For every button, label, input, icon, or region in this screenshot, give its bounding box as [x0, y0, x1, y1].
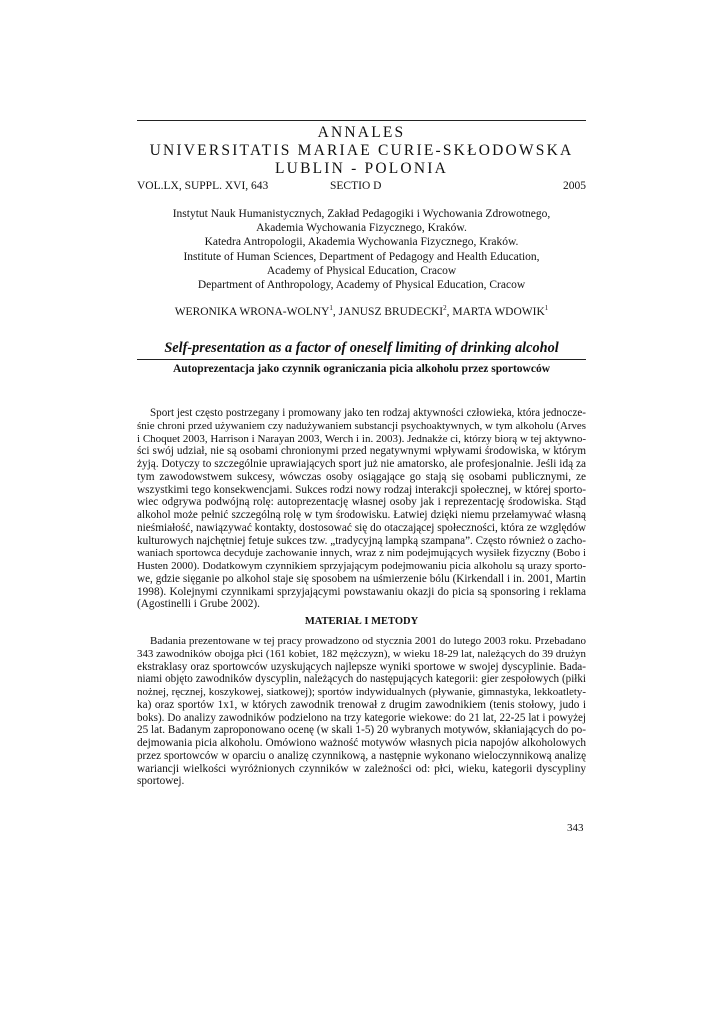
text-line: we, gdzie sięganie po alkohol staje się sposobem na uśmierzenie bólu (Kirkendall i in. 2001, Martin — [137, 572, 586, 585]
text-line: Badania prezentowane w tej pracy prowadzono od stycznia 2001 do lutego 2003 roku. Przebadano — [150, 635, 586, 647]
author-name: JANUSZ BRUDECKI — [338, 306, 444, 318]
section-heading-methods: MATERIAŁ I METODY — [304, 616, 419, 627]
affiliation-line: Institute of Human Sciences, Department of Pedagogy and Health Education, — [183, 250, 540, 263]
text-line: 343 zawodników obojga płci (161 kobiet, 182 mężczyzn), w wieku 18-29 lat, należących do 39 drużyn — [137, 647, 586, 660]
text-line: śnie chroni przed używaniem czy nadużywaniem substancji psychoaktywnych, w tym alkoholu (Arves — [137, 419, 586, 432]
text-line: 25 lat. Badanym zaproponowano ocenę (w skali 1-5) 20 wybranych motywów, skłaniających do po- — [137, 724, 586, 737]
affiliation-line: Katedra Antropologii, Akademia Wychowania Fizycznego, Kraków. — [204, 236, 519, 249]
author-name: MARTA WDOWIK — [452, 306, 545, 318]
text-line: przez sportowców w oparciu o analizę czynnikową, a następnie wykonano wieloczynnikową analizę — [137, 749, 586, 762]
text-line: ści swój udział, nie są osobami chronionymi przed negatywnymi wpływami środowiska, w którym — [137, 445, 586, 458]
text-line: Sport jest często postrzegany i promowany jako ten rodzaj aktywności człowieka, która jednocze- — [150, 407, 586, 419]
article-title-english: Self-presentation as a factor of oneself limiting of drinking alcohol — [164, 340, 559, 356]
author-affiliation-mark: 1 — [329, 304, 333, 312]
publication-year: 2005 — [563, 180, 586, 192]
text-line: nożnej, ręcznej, koszykowej, siatkowej); sportów indywidualnych (pływanie, gimnastyka, lekkoatlety- — [137, 686, 586, 698]
methods-paragraph — [137, 635, 586, 788]
text-line: żyją. Dotyczy to szczególnie uprawiających sport już nie amatorsko, ale profesjonalnie. Jeśli idą za — [137, 458, 586, 470]
author-affiliation-mark: 1 — [544, 304, 549, 312]
page-number: 343 — [567, 822, 584, 834]
author-affiliation-mark: 2 — [443, 304, 447, 312]
text-line: 1998). Kolejnymi czynnikami sprzyjającymi powstawaniu okazji do picia są sponsoring i reklama — [137, 585, 586, 598]
text-line: nieśmiałość, nawiązywać kontakty, dostosować się do otaczającej społeczności, która ze względów — [137, 521, 586, 534]
text-line: kulturowych najchętniej fetuje sukces tzw. „tradycyjną lampką szampana”. Często również o zacho- — [137, 534, 586, 547]
text-line: i Choquet 2003, Harrison i Narayan 2003, Werch i in. 2003). Jednakże ci, którzy biorą w tej aktywno- — [137, 432, 586, 445]
introduction-paragraph — [137, 407, 586, 611]
text-line: niami objęto zawodników dyscyplin, należących do następujących kategorii: gier zespołowych (piłki — [137, 673, 586, 686]
affiliation-line: Akademia Wychowania Fizycznego, Kraków. — [256, 222, 467, 235]
affiliations-block — [137, 207, 586, 292]
author-name: WERONIKA WRONA-WOLNY — [174, 306, 330, 318]
sectio-label: SECTIO D — [330, 180, 382, 192]
text-line: wiec odgrywa podwójną rolę: autoprezentację własnej osoby jak i reprezentację środowiska. Stąd — [137, 496, 586, 509]
top-rule — [137, 120, 586, 121]
text-line: ka) oraz sportów 1x1, w których zawodnik trenował z drugim zawodnikiem (tenis stołowy, judo i — [137, 698, 586, 711]
text-line: wszystkimi tego konsekwencjami. Sukces rodzi nowy rodzaj interakcji społecznej, w której sporto- — [137, 483, 586, 496]
journal-city: LUBLIN - POLONIA — [275, 160, 448, 177]
volume-row — [137, 179, 586, 193]
text-line: boks). Do analizy zawodników podzielono na trzy kategorie wiekowe: do 21 lat, 22-25 lat i powyżej — [137, 711, 586, 724]
volume-info: VOL.LX, SUPPL. XVI, 643 — [137, 180, 269, 192]
text-line: sportowej. — [137, 775, 185, 788]
affiliation-line: Academy of Physical Education, Cracow — [266, 264, 457, 277]
text-line: tym zawodowstwem sukcesy, wówczas osoby osiągające go stają się osobami publicznymi, ze — [137, 470, 586, 483]
affiliation-line: Department of Anthropology, Academy of Physical Education, Cracow — [197, 279, 526, 292]
text-line: Husten 2000). Dodatkowym czynnikiem sprzyjającym podejmowaniu picia alkoholu są urazy sporto- — [137, 560, 586, 572]
article-title-polish: Autoprezentacja jako czynnik ograniczania picia alkoholu przez sportowców — [172, 363, 551, 375]
affiliation-line: Instytut Nauk Humanistycznych, Zakład Pedagogiki i Wychowania Zdrowotnego, — [172, 208, 551, 220]
text-line: alkohol może pełnić szczególną rolę w tym środowisku. Łatwiej dzięki niemu przełamywać własną — [137, 509, 586, 521]
title-rule — [137, 359, 586, 360]
journal-university: UNIVERSITATIS MARIAE CURIE-SKŁODOWSKA — [149, 142, 574, 159]
authors-line: WERONIKA WRONA-WOLNY$^1$, JANUSZ BRUDECKI$^2$, MARTA WDOWIK$^1$ — [174, 304, 549, 318]
text-line: waniach sportowca decyduje zachowanie innych, wraz z nim podejmujących wysiłek fizyczny (Bobo i — [137, 547, 586, 560]
text-line: (Agostinelli i Grube 2002). — [137, 598, 260, 611]
journal-name: ANNALES — [317, 124, 406, 141]
text-line: dejmowania picia alkoholu. Omówiono ważność motywów własnych picia napojów alkoholowych — [137, 737, 586, 749]
text-line: ekstraklasy oraz sportowców uzyskujących najlepsze wyniki sportowe w swojej dyscyplinie. Bada- — [137, 660, 586, 673]
text-line: wariancji wielkości wyróżnionych czynników w zależności od: płci, wieku, kategorii dyscypliny — [137, 762, 586, 775]
